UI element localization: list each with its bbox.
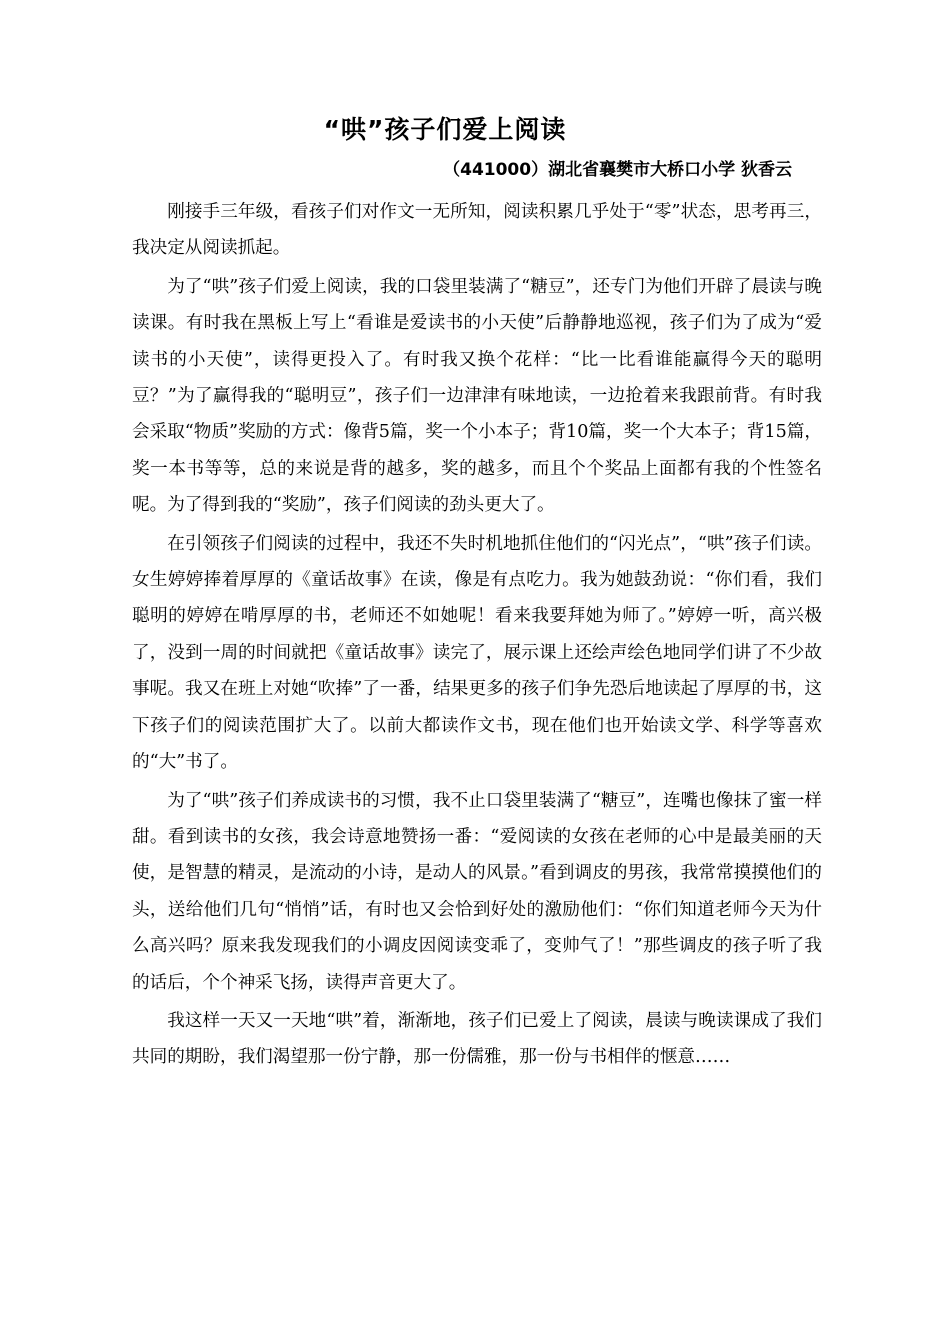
paragraph: 我这样一天又一天地“哄”着，渐渐地，孩子们已爱上了阅读，晨读与晚读课成了我们共同的期盼，我们渴望那一份宁静，那一份儒雅，那一份与书相伴的惬意…… — [132, 1010, 822, 1068]
paragraph: 为了“哄”孩子们养成读书的习惯，我不止口袋里装满了“糖豆”，连嘴也像抹了蜜一样甜。看到读书的女孩，我会诗意地赞扬一番：“爱阅读的女孩在老师的心中是最美丽的天使，是智慧的精灵，是流动的小诗，是动人的风景。”看到调皮的男孩，我常常摸摸他们的头，送给他们几句“悄悄”话，有时也又会恰到好处的激励他们：“你们知道老师今天为什么高兴吗？原来我发现我们的小调皮因阅读变乖了，变帅气了！”那些调皮的孩子听了我的话后，个个神采飞扬，读得声音更大了。 — [132, 790, 822, 993]
paragraph: 刚接手三年级，看孩子们对作文一无所知，阅读积累几乎处于“零”状态，思考再三，我决定从阅读抓起。 — [132, 202, 822, 259]
article-title: “哄”孩子们爱上阅读 — [323, 115, 567, 144]
paragraph: 在引领孩子们阅读的过程中，我还不失时机地抓住他们的“闪光点”，“哄”孩子们读。女生婷婷捧着厚厚的《童话故事》在读，像是有点吃力。我为她鼓劲说：“你们看，我们聪明的婷婷在啃厚厚的书，老师还不如她呢！看来我要拜她为师了。”婷婷一听，高兴极了，没到一周的时间就把《童话故事》读完了，展示课上还绘声绘色地同学们讲了不少故事呢。我又在班上对她“吹捧”了一番，结果更多的孩子们争先恐后地读起了厚厚的书，这下孩子们的阅读范围扩大了。以前大都读作文书，现在他们也开始读文学、科学等喜欢的“大”书了。 — [132, 533, 822, 773]
author-byline: （441000）湖北省襄樊市大桥口小学 狄香云 — [443, 160, 792, 180]
paragraph: 为了“哄”孩子们爱上阅读，我的口袋里装满了“糖豆”，还专门为他们开辟了晨读与晚读课。有时我在黑板上写上“看谁是爱读书的小天使”后静静地巡视，孩子们为了成为“爱读书的小天使”，读得更投入了。有时我又换个花样：“比一比看谁能赢得今天的聪明豆？”为了赢得我的“聪明豆”，孩子们一边津津有味地读，一边抢着来我跟前背。有时我会采取“物质”奖励的方式：像背5篇，奖一个小本子；背10篇，奖一个大本子；背15篇，奖一本书等等，总的来说是背的越多，奖的越多，而且个个奖品上面都有我的个性签名呢。为了得到我的“奖励”，孩子们阅读的劲头更大了。 — [132, 276, 822, 516]
article-body — [132, 194, 822, 1078]
